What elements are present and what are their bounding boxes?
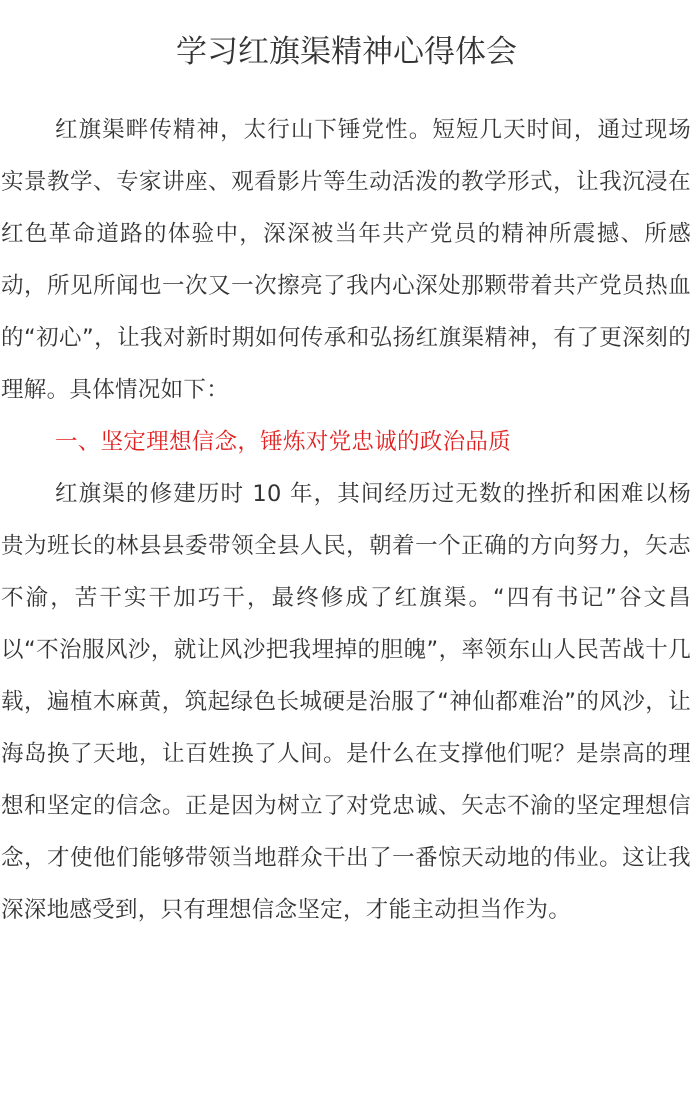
section-paragraph: 红旗渠的修建历时 10 年，其间经历过无数的挫折和困难以杨贵为班长的林县县委带领全县人民，朝着一个正确的方向努力，矢志不渝，苦干实干加巧干，最终修成了红旗渠。“四有书记”谷文昌以“不治服风沙，就让风沙把我埋掉的胆魄”，率领东山人民苦战十几载，遍植木麻黄，筑起绿色长城硬是治服了“神仙都难治”的风沙，让海岛换了天地，让百姓换了人间。是什么在支撑他们呢？是崇高的理想和坚定的信念。正是因为树立了对党忠诚、矢志不渝的坚定理想信念，才使他们能够带领当地群众干出了一番惊天动地的伟业。这让我深深地感受到，只有理想信念坚定，才能主动担当作为。 [1, 481, 691, 923]
intro-paragraph: 红旗渠畔传精神，太行山下锤党性。短短几天时间，通过现场实景教学、专家讲座、观看影片等生动活泼的教学形式，让我沉浸在红色革命道路的体验中，深深被当年共产党员的精神所震撼、所感动，所见所闻也一次又一次擦亮了我内心深处那颗带着共产党员热血的“初心”，让我对新时期如何传承和弘扬红旗渠精神，有了更深刻的理解。具体情况如下： [1, 117, 691, 403]
document-title: 学习红旗渠精神心得体会 [176, 34, 517, 70]
section-heading: 一、坚定理想信念，锤炼对党忠诚的政治品质 [55, 429, 512, 455]
document-body [1, 104, 691, 936]
